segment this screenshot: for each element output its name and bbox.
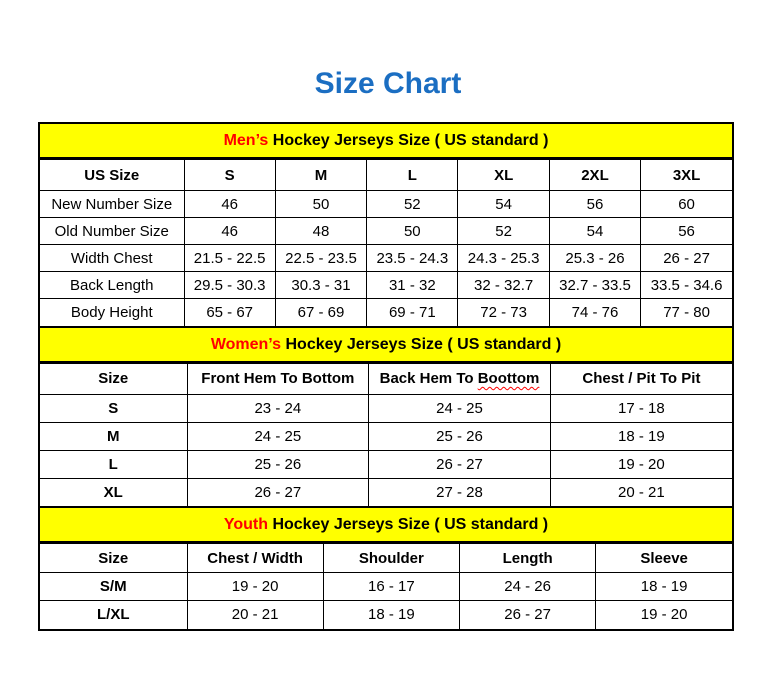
size-value-cell: 46 [184,191,275,218]
size-value-cell: 23.5 - 24.3 [367,245,458,272]
table-row [40,245,732,272]
youth-section-header [40,506,732,543]
column-header: US Size [40,160,184,191]
column-header: Back Hem To Boottom [369,363,551,394]
column-header: Size [40,363,187,394]
size-value-cell: 20 - 21 [550,478,732,506]
row-label: L/XL [40,601,187,629]
size-value-cell: 52 [458,218,549,245]
table-row [40,573,732,601]
size-value-cell: 60 [641,191,732,218]
table-row [40,394,732,422]
row-label: XL [40,478,187,506]
size-value-cell: 77 - 80 [641,299,732,326]
table-row [40,191,732,218]
mens-section-header [40,124,732,159]
size-value-cell: 24.3 - 25.3 [458,245,549,272]
size-value-cell: 25 - 26 [187,450,369,478]
size-value-cell: 32 - 32.7 [458,272,549,299]
womens-section-header [40,326,732,363]
size-value-cell: 50 [275,191,366,218]
size-value-cell: 18 - 19 [550,422,732,450]
size-value-cell: 27 - 28 [369,478,551,506]
column-header: Size [40,544,187,573]
column-header: Front Hem To Bottom [187,363,369,394]
table-row [40,422,732,450]
column-header: L [367,160,458,191]
table-row [40,272,732,299]
size-value-cell: 32.7 - 33.5 [549,272,640,299]
row-label: Body Height [40,299,184,326]
size-value-cell: 67 - 69 [275,299,366,326]
womens-section-title: Hockey Jerseys Size ( US standard ) [281,335,562,353]
size-value-cell: 69 - 71 [367,299,458,326]
size-value-cell: 52 [367,191,458,218]
youth-category-label: Youth [223,516,268,533]
mens-category-label: Men’s [223,132,269,149]
size-value-cell: 56 [641,218,732,245]
size-value-cell: 22.5 - 23.5 [275,245,366,272]
size-value-cell: 48 [275,218,366,245]
youth-size-table [40,543,732,629]
table-row [40,601,732,629]
size-value-cell: 26 - 27 [187,478,369,506]
row-label: L [40,450,187,478]
size-value-cell: 19 - 20 [187,573,323,601]
size-value-cell: 54 [549,218,640,245]
size-chart-container [38,122,734,631]
size-value-cell: 50 [367,218,458,245]
size-value-cell: 19 - 20 [550,450,732,478]
size-value-cell: 23 - 24 [187,394,369,422]
size-value-cell: 25 - 26 [369,422,551,450]
size-value-cell: 24 - 25 [187,422,369,450]
table-row [40,450,732,478]
column-header-row [40,544,732,573]
womens-category-label: Women’s [210,335,282,353]
size-value-cell: 18 - 19 [596,573,732,601]
size-value-cell: 72 - 73 [458,299,549,326]
table-row [40,218,732,245]
size-value-cell: 24 - 25 [369,394,551,422]
size-value-cell: 26 - 27 [369,450,551,478]
table-row [40,478,732,506]
size-value-cell: 21.5 - 22.5 [184,245,275,272]
page-title: Size Chart [314,67,462,100]
mens-size-table [40,159,732,326]
youth-section-title: Hockey Jerseys Size ( US standard ) [268,516,549,533]
size-value-cell: 19 - 20 [596,601,732,629]
size-value-cell: 30.3 - 31 [275,272,366,299]
column-header-row [40,363,732,394]
womens-size-table [40,363,732,507]
column-header: S [184,160,275,191]
row-label: Back Length [40,272,184,299]
column-header: Sleeve [596,544,732,573]
row-label: Width Chest [40,245,184,272]
size-value-cell: 46 [184,218,275,245]
size-value-cell: 26 - 27 [641,245,732,272]
row-label: M [40,422,187,450]
size-value-cell: 56 [549,191,640,218]
size-value-cell: 54 [458,191,549,218]
size-value-cell: 26 - 27 [460,601,596,629]
size-value-cell: 16 - 17 [323,573,459,601]
size-value-cell: 29.5 - 30.3 [184,272,275,299]
size-value-cell: 31 - 32 [367,272,458,299]
table-row [40,299,732,326]
column-header: Chest / Width [187,544,323,573]
size-value-cell: 25.3 - 26 [549,245,640,272]
row-label: New Number Size [40,191,184,218]
column-header: M [275,160,366,191]
mens-section-title: Hockey Jerseys Size ( US standard ) [268,132,549,149]
size-value-cell: 33.5 - 34.6 [641,272,732,299]
size-value-cell: 74 - 76 [549,299,640,326]
size-value-cell: 17 - 18 [550,394,732,422]
row-label: Old Number Size [40,218,184,245]
column-header: Shoulder [323,544,459,573]
column-header-row [40,160,732,191]
column-header: XL [458,160,549,191]
column-header: Chest / Pit To Pit [550,363,732,394]
size-value-cell: 65 - 67 [184,299,275,326]
column-header: 2XL [549,160,640,191]
size-value-cell: 20 - 21 [187,601,323,629]
size-value-cell: 18 - 19 [323,601,459,629]
column-header: 3XL [641,160,732,191]
size-value-cell: 24 - 26 [460,573,596,601]
row-label: S/M [40,573,187,601]
row-label: S [40,394,187,422]
misspelled-word: Boottom [477,370,540,387]
column-header: Length [460,544,596,573]
